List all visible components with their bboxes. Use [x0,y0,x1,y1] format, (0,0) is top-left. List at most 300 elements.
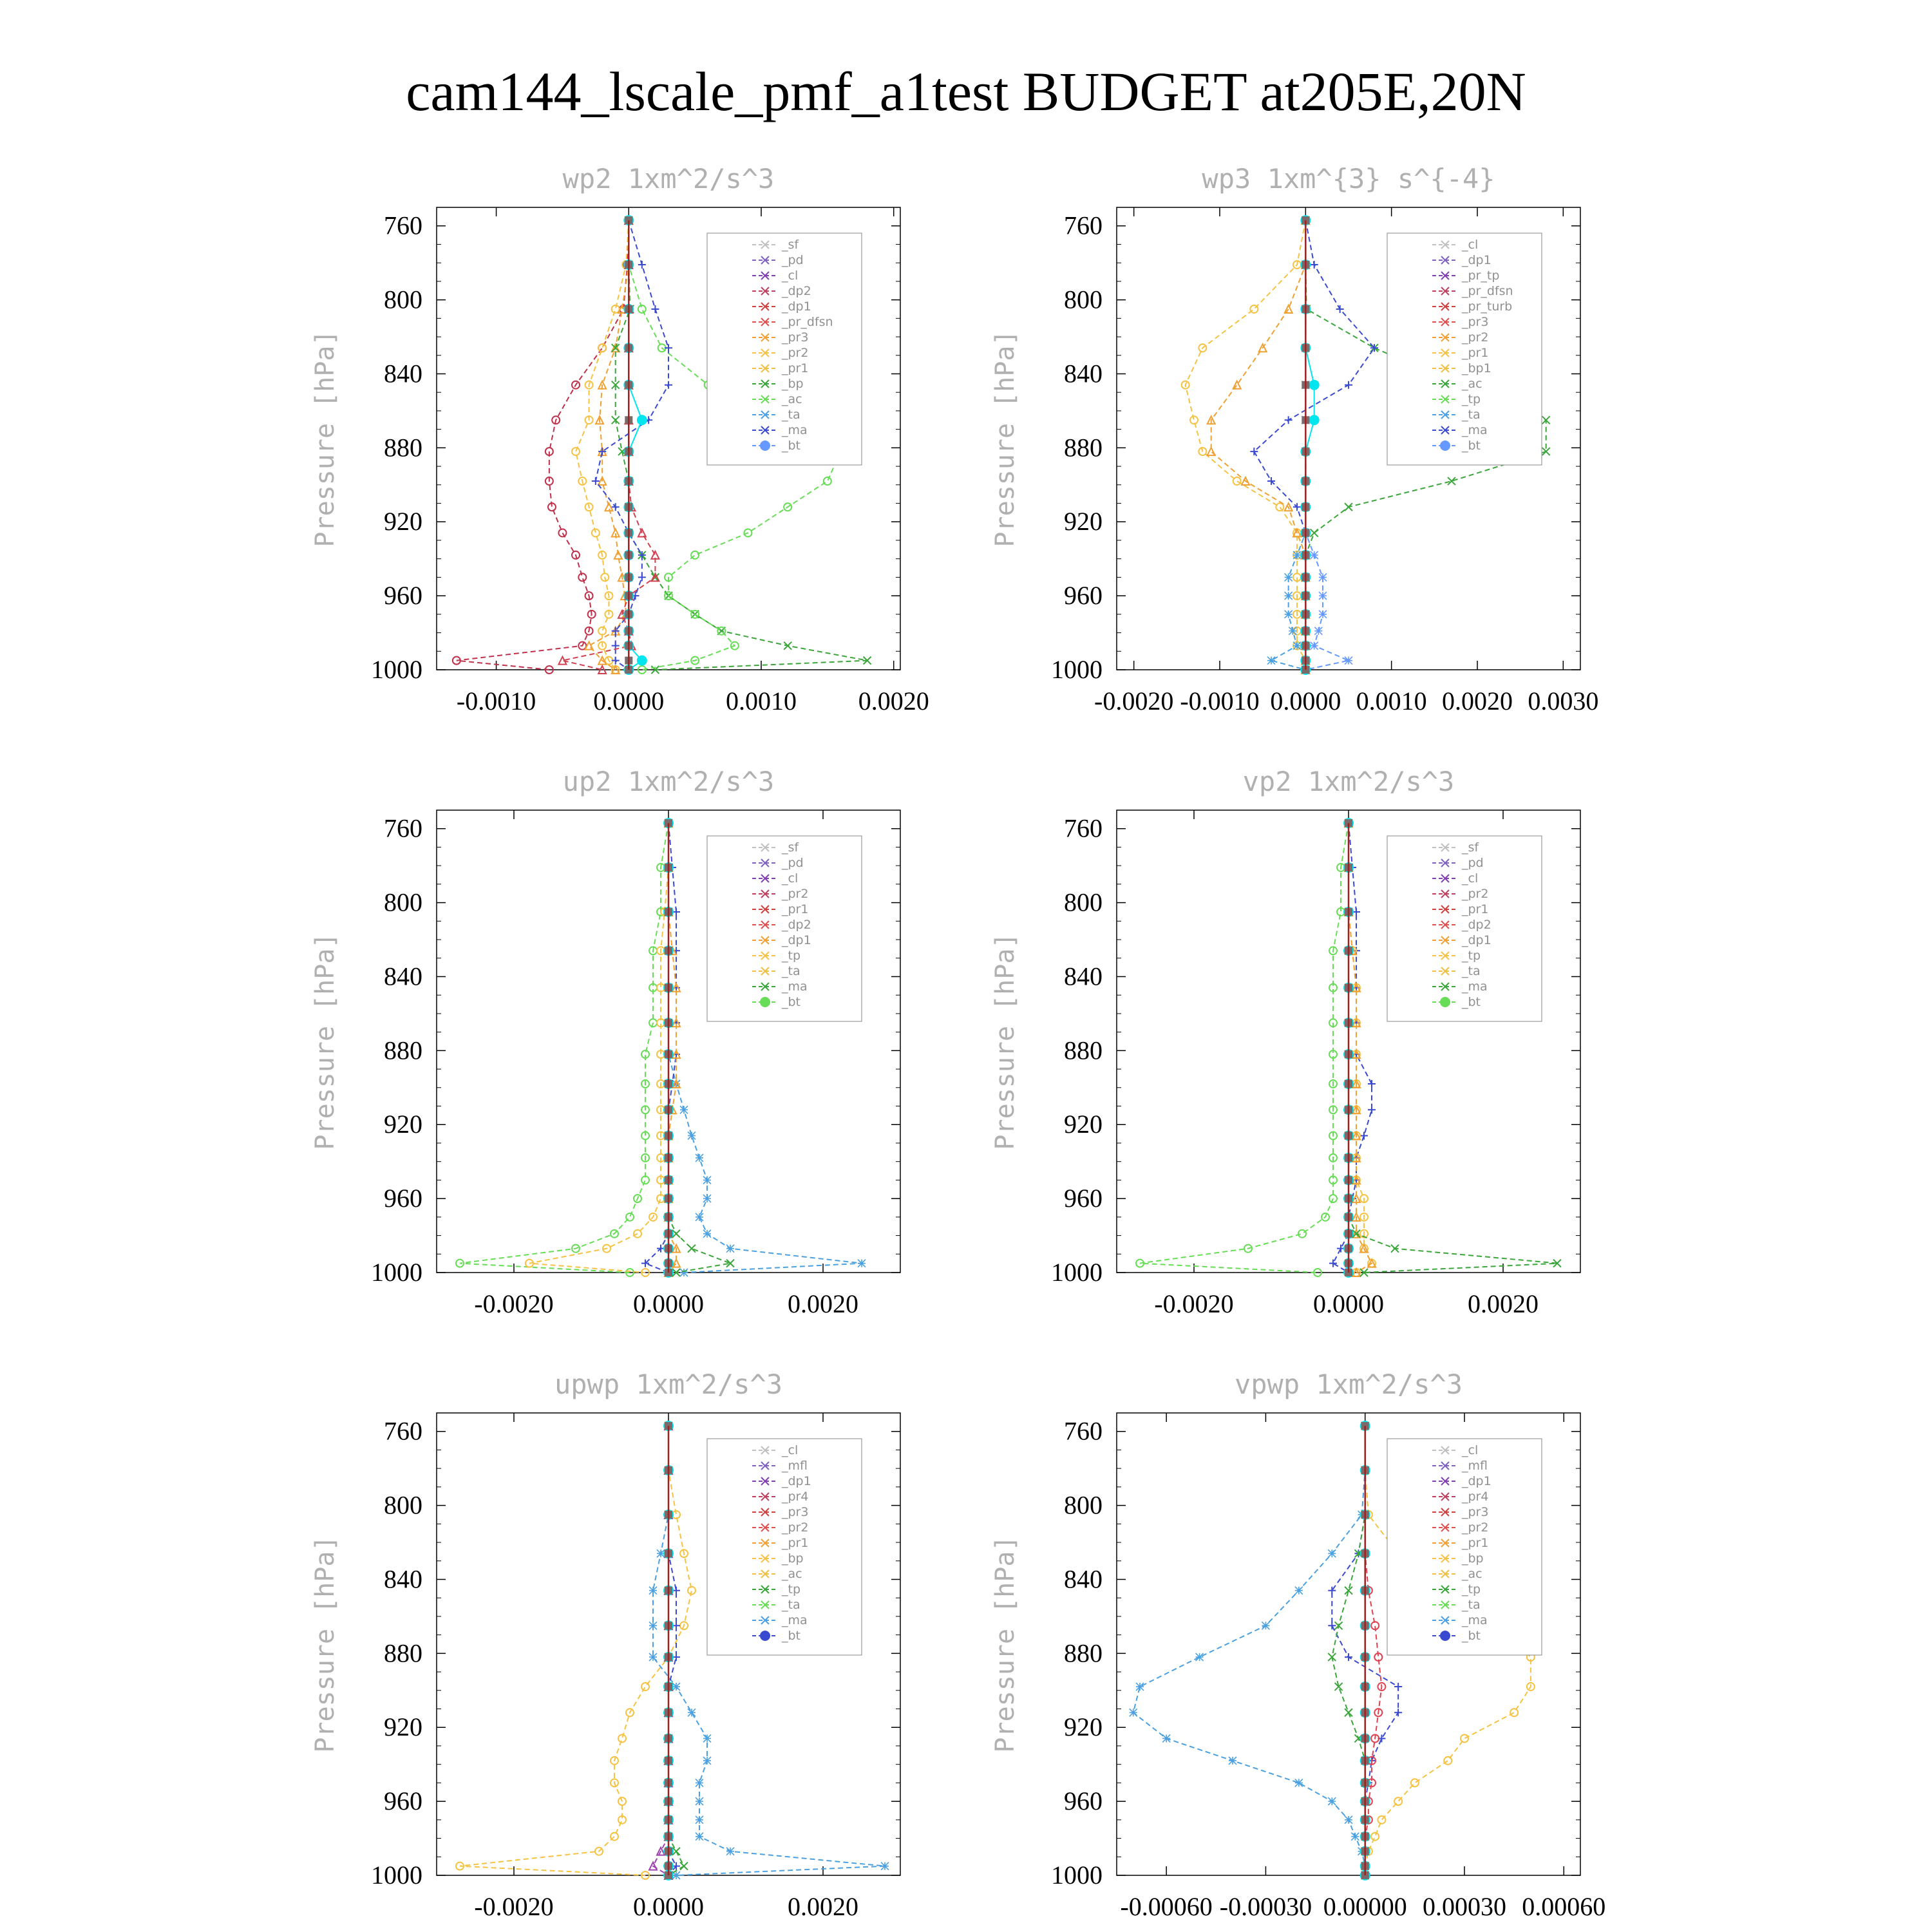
y-tick-label: 880 [384,1036,422,1065]
y-tick-label: 920 [384,1712,422,1742]
y-tick-label: 960 [1064,1786,1103,1816]
series-line [668,823,676,1273]
data-point [1130,1709,1137,1716]
data-point [696,1797,703,1805]
data-point [1311,529,1318,536]
data-point [558,529,566,536]
data-point [1136,1683,1144,1690]
data-point [881,1862,889,1870]
data-point [1285,416,1293,424]
x-tick-label: 0.0020 [788,1289,858,1318]
legend-label: _ta [782,964,800,978]
y-tick-label: 800 [384,887,422,917]
panel-title: wp2 1xm^2/s^3 [562,163,775,194]
data-point [1329,1260,1337,1267]
legend-label: _tp [1462,392,1481,406]
legend-label: _bt [1462,439,1481,453]
x-tick-label: 0.00030 [1423,1892,1506,1921]
series-line [1140,823,1349,1273]
data-point [1319,573,1327,581]
y-tick-label: 760 [384,1416,422,1446]
legend-label: _ma [782,1613,808,1627]
y-axis-label: Pressure [hPa] [310,330,340,547]
legend-label: _ta [782,408,800,422]
data-point [649,1653,657,1661]
data-point [1229,1757,1236,1765]
series-line [1332,1426,1365,1875]
data-point [680,1862,688,1870]
data-point [638,305,646,313]
series-line [460,1426,692,1875]
data-point [612,657,620,665]
y-tick-label: 840 [1064,961,1103,991]
data-point [1314,627,1322,635]
series-line [460,823,668,1273]
series-dp1 [1136,819,1352,1276]
panel-5 [310,1368,900,1921]
data-point [1311,261,1318,269]
series-bt [1300,215,1319,675]
legend-label: _pr_dfsn [1462,284,1513,298]
y-tick-label: 960 [384,1184,422,1213]
legend-label: _dp2 [782,918,811,932]
series-pr1 [526,819,672,1276]
data-point [1208,448,1215,455]
series-pr1 [456,1422,696,1879]
series-tp [1267,216,1309,674]
x-tick-label: -0.0020 [474,1289,554,1318]
legend-marker [760,1631,770,1641]
y-tick-label: 760 [384,211,422,240]
data-point [1293,551,1301,559]
y-tick-label: 920 [1064,1110,1103,1139]
data-point [688,1245,696,1253]
data-point [1328,1622,1336,1629]
series-ta [1329,819,1376,1276]
legend-label: _bt [1462,995,1481,1009]
legend-label: _ta [1462,964,1481,978]
legend-label: _dp1 [782,1474,811,1488]
series-pr1 [1208,216,1310,674]
legend-label: _dp1 [1462,933,1492,947]
x-tick-label: 0.0020 [1468,1289,1539,1318]
x-tick-label: -0.00030 [1219,1892,1312,1921]
panel-2 [990,163,1598,715]
legend-label: _pr3 [1462,1505,1489,1519]
series-line [653,1426,668,1875]
legend-label: _bt [782,1629,801,1643]
panel-title: wp3 1xm^{3} s^{-4} [1202,163,1495,194]
data-point [1293,642,1301,650]
legend-label: _cl [1462,871,1479,886]
data-point [680,1269,688,1276]
legend-label: _pr1 [782,902,809,916]
data-point [1311,642,1318,650]
data-point [618,1734,626,1742]
series-line [1365,1426,1382,1875]
x-tick-label: -0.0010 [456,687,536,715]
legend-label: _bt [782,995,801,1009]
panel-title: upwp 1xm^2/s^3 [554,1368,783,1400]
y-axis-label: Pressure [hPa] [990,933,1020,1150]
y-tick-label: 840 [384,1564,422,1594]
data-point [626,1213,634,1221]
legend-label: _sf [782,840,799,855]
y-tick-label: 1000 [1051,655,1103,684]
data-point [1351,1833,1359,1841]
data-point [637,415,647,425]
y-tick-label: 880 [1064,433,1103,462]
y-tick-label: 800 [384,285,422,314]
x-tick-label: -0.0020 [1094,687,1174,715]
x-tick-label: 0.0030 [1528,687,1599,715]
legend-label: _pr_turb [1462,299,1513,314]
series-line [668,1426,684,1875]
data-point [858,1260,866,1267]
data-point [1345,1816,1352,1824]
data-point [1319,611,1327,618]
data-point [638,573,646,581]
legend-label: _pr2 [782,887,809,901]
data-point [1319,592,1327,600]
data-point [637,656,647,666]
data-point [703,1195,711,1202]
data-point [696,1154,703,1162]
series-line [1333,823,1372,1273]
data-point [1309,415,1320,425]
x-tick-label: 0.0000 [633,1892,704,1921]
legend-label: _ma [1462,980,1488,994]
data-point [1267,657,1275,665]
legend-label: _pr1 [1462,1536,1489,1550]
data-point [1394,1683,1402,1690]
y-axis-label: Pressure [hPa] [310,933,340,1150]
legend-label: _bp [782,377,804,391]
data-point [703,1734,711,1742]
y-axis-label: Pressure [hPa] [310,1535,340,1753]
legend-label: _pr2 [782,1520,809,1535]
series-line [1349,823,1372,1273]
y-axis-label: Pressure [hPa] [990,330,1020,547]
legend-label: _ta [782,1598,800,1612]
legend-label: _mfl [1462,1459,1488,1473]
data-point [1162,1734,1170,1742]
y-tick-label: 960 [384,581,422,611]
data-point [641,1683,649,1690]
x-tick-label: -0.00060 [1120,1892,1213,1921]
legend-label: _pr1 [1462,346,1489,360]
data-point [638,261,646,269]
legend-label: _pr1 [782,1536,809,1550]
legend-label: _ma [1462,1613,1488,1627]
data-point [1345,503,1352,511]
data-point [611,1833,618,1841]
data-point [578,573,586,581]
data-point [1444,1757,1452,1765]
legend-label: _pr2 [1462,1520,1489,1535]
data-point [688,1709,696,1716]
legend-label: _bp [1462,1551,1484,1566]
data-point [649,1587,657,1595]
legend-label: _pr_tp [1462,269,1500,283]
data-point [703,1230,711,1238]
legend-label: _dp1 [1462,253,1492,267]
legend-label: _dp2 [782,284,811,298]
legend-label: _bt [1462,1629,1481,1643]
legend-label: _tp [1462,1582,1481,1596]
legend-label: _pr_dfsn [782,315,833,329]
data-point [572,448,580,455]
y-tick-label: 760 [1064,211,1103,240]
legend-label: _ac [1462,377,1482,391]
legend-label: _pr1 [782,361,809,375]
page-title: cam144_lscale_pmf_a1test BUDGET at205E,20N [406,61,1526,122]
legend-label: _pr4 [782,1490,809,1504]
series-line [457,220,629,670]
data-point [1328,1797,1336,1805]
data-point [1378,1816,1385,1824]
y-tick-label: 800 [1064,285,1103,314]
y-tick-label: 800 [1064,887,1103,917]
y-tick-label: 1000 [1051,1861,1103,1889]
series-dp1 [456,819,672,1276]
x-tick-label: 0.0000 [1313,1289,1384,1318]
y-tick-label: 960 [1064,581,1103,611]
data-point [1368,1080,1376,1088]
legend-label: _cl [1462,238,1479,252]
legend-label: _sf [1462,840,1479,855]
legend-label: _ma [1462,423,1488,437]
y-tick-label: 840 [1064,1564,1103,1594]
data-point [1345,381,1352,389]
data-point [1542,448,1550,455]
legend-label: _dp1 [782,299,811,314]
data-point [1289,627,1296,635]
y-tick-label: 840 [384,961,422,991]
y-tick-label: 1000 [1051,1258,1103,1287]
data-point [1345,657,1352,665]
legend-label: _tp [1462,949,1481,963]
data-point [1411,1779,1419,1786]
y-tick-label: 800 [1064,1490,1103,1520]
data-point [649,1622,657,1629]
panel-4 [990,766,1580,1318]
data-point [726,1848,734,1855]
legend-label: _pr4 [1462,1490,1489,1504]
data-point [605,503,612,511]
x-tick-label: 0.00060 [1522,1892,1606,1921]
data-point [1298,1230,1306,1238]
panel-3 [310,766,900,1318]
legend-label: _tp [782,949,801,963]
legend-label: _pr3 [1462,315,1489,329]
legend-label: _ta [1462,1598,1481,1612]
data-point [696,1816,703,1824]
data-point [1196,1653,1204,1661]
series-line [1133,1426,1365,1875]
legend-marker [760,440,770,451]
y-tick-label: 880 [1064,1638,1103,1668]
legend-label: _bp1 [1462,361,1492,375]
y-tick-label: 800 [384,1490,422,1520]
legend-label: _ma [782,423,808,437]
data-point [1233,477,1241,485]
legend-marker [760,997,770,1007]
data-point [1371,1833,1379,1841]
legend-label: _mfl [782,1459,808,1473]
legend-label: _dp1 [1462,1474,1492,1488]
data-point [1233,381,1241,389]
series-bp [1328,1422,1368,1879]
series-pd [453,216,632,674]
series-ma [1302,216,1352,674]
y-tick-label: 760 [1064,1416,1103,1446]
series-ta [1250,216,1378,674]
series-line [1186,220,1306,670]
y-tick-label: 760 [1064,813,1103,843]
legend-label: _pd [782,253,804,267]
x-tick-label: 0.0000 [593,687,665,715]
data-point [1328,1549,1336,1557]
data-point [1345,1653,1352,1661]
data-point [691,551,699,559]
data-point [651,305,659,313]
x-tick-label: -0.0020 [474,1892,554,1921]
data-point [696,1779,703,1786]
x-tick-label: 0.0020 [788,1892,858,1921]
legend-label: _ma [782,980,808,994]
data-point [824,477,831,485]
data-point [1285,573,1293,581]
data-point [1394,1797,1402,1805]
data-point [680,1106,688,1113]
legend-label: _tp [782,1582,801,1596]
legend-label: _pd [782,856,804,870]
y-axis-label: Pressure [hPa] [990,1535,1020,1753]
data-point [703,1757,711,1765]
legend-label: _cl [782,871,799,886]
panel-title: vp2 1xm^2/s^3 [1242,766,1455,797]
data-point [1276,503,1283,511]
data-point [598,344,606,352]
x-tick-label: -0.0010 [1180,687,1260,715]
data-point [696,1213,703,1221]
data-point [614,551,622,559]
data-point [703,1176,711,1184]
y-tick-label: 920 [384,507,422,536]
data-point [1293,503,1301,511]
series-line [1349,823,1372,1273]
data-point [1262,1622,1269,1629]
y-tick-label: 920 [1064,1712,1103,1742]
legend-label: _dp1 [782,933,811,947]
legend-label: _pr2 [1462,887,1489,901]
data-point [665,381,672,389]
data-point [1360,1132,1368,1139]
panel-title: vpwp 1xm^2/s^3 [1234,1368,1463,1400]
legend-marker [1440,440,1450,451]
legend-label: _dp2 [1462,918,1492,932]
data-point [1345,1587,1352,1595]
data-point [1336,305,1344,313]
data-point [1448,477,1455,485]
legend-label: _bt [782,439,801,453]
y-tick-label: 960 [1064,1184,1103,1213]
legend-label: _pr1 [1462,902,1489,916]
panel-6 [990,1368,1605,1921]
x-tick-label: 0.0020 [1442,687,1513,715]
y-tick-label: 880 [384,433,422,462]
legend-label: _ac [782,392,802,406]
data-point [696,1833,703,1841]
data-point [688,1132,696,1139]
data-point [1285,305,1293,313]
y-tick-label: 880 [384,1638,422,1668]
y-tick-label: 960 [384,1786,422,1816]
x-tick-label: 0.0010 [1356,687,1427,715]
x-tick-label: 0.0000 [1270,687,1341,715]
data-point [1345,1709,1352,1716]
x-tick-label: 0.0020 [858,687,929,715]
series-line [1254,220,1374,670]
y-tick-label: 840 [1064,359,1103,388]
y-tick-label: 1000 [371,655,422,684]
data-point [1250,305,1258,313]
data-point [1285,611,1293,618]
data-point [1394,1709,1402,1716]
y-tick-label: 920 [384,1110,422,1139]
series-pr2 [665,819,680,1276]
panel-title: up2 1xm^2/s^3 [562,766,775,797]
data-point [634,1230,641,1238]
legend-label: _cl [1462,1443,1479,1457]
panel-1 [310,163,929,715]
series-pr2 [1182,216,1310,674]
x-tick-label: 0.00000 [1323,1892,1407,1921]
y-tick-label: 880 [1064,1036,1103,1065]
data-point [726,1245,734,1253]
data-point [1368,1106,1376,1113]
data-point [1309,380,1320,390]
y-tick-label: 920 [1064,507,1103,536]
series-bt [623,215,647,675]
legend-label: _pr3 [782,330,809,345]
y-tick-label: 760 [384,813,422,843]
legend-label: _ac [782,1567,802,1581]
data-point [592,529,600,536]
series-line [529,823,668,1273]
data-point [1295,1587,1303,1595]
legend-marker [1440,997,1450,1007]
legend-label: _pr2 [1462,330,1489,345]
legend-label: _ta [1462,408,1481,422]
x-tick-label: -0.0020 [1154,1289,1234,1318]
y-tick-label: 1000 [371,1258,422,1287]
data-point [1295,1779,1303,1786]
data-point [1285,592,1293,600]
x-tick-label: 0.0000 [633,1289,704,1318]
legend-marker [1440,1631,1450,1641]
series-line [1211,220,1306,670]
y-tick-label: 1000 [371,1861,422,1889]
series-line [1305,220,1314,670]
legend-label: _cl [782,1443,799,1457]
legend-label: _ac [1462,1567,1482,1581]
series-line [1271,220,1305,670]
legend-label: _pr3 [782,1505,809,1519]
y-tick-label: 840 [384,359,422,388]
legend-label: _pd [1462,856,1484,870]
